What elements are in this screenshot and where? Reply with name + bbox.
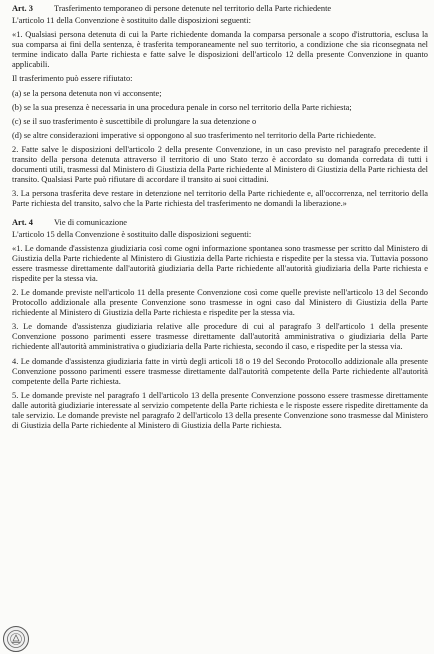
article-4-intro: L'articolo 15 della Convenzione è sostituito dalle disposizioni seguenti: bbox=[12, 229, 252, 239]
article-3-title: Trasferimento temporaneo di persone detenute nel territorio della Parte richiedente bbox=[54, 4, 332, 13]
article-4-paragraph-2: 2. Le domande previste nell'articolo 11 della presente Convenzione così come quelle previste nell'articolo 13 del Secondo Protocollo addizionale alla presente Convenzione sono trasmesse in ogni caso dal Ministero di Giustizia della Parte richiedente al Ministero di Giustizia della Parte richiesta e rispedite per la stessa via. bbox=[12, 287, 428, 318]
article-4-title: Vie di comunicazione bbox=[54, 217, 127, 227]
document-page bbox=[12, 4, 428, 435]
official-seal-icon bbox=[3, 626, 29, 652]
article-3-refusal-b: (b) se la sua presenza è necessaria in una procedura penale in corso nel territorio della Parte richiesta; bbox=[12, 102, 352, 112]
article-3-paragraph-1: «1. Qualsiasi persona detenuta di cui la Parte richiedente domanda la comparsa personale a scopo d'istruttoria, esclusa la sua comparsa ai fini della sentenza, è trasferita temporaneamente nel suo territorio, a condizione che sia riconsegnata nel termine indicato dalla Parte richiesta e fatte salve le disposizioni dell'articolo 12 della presente Convenzione in quanto applicabili. bbox=[12, 30, 428, 70]
article-3-paragraph-2: 2. Fatte salve le disposizioni dell'articolo 2 della presente Convenzione, in un caso previsto nel paragrafo precedente il transito della persona detenuta attraverso il territorio di uno Stato terzo è accordato su domanda corredata di tutti i documenti utili, trasmessi dal Ministero di Giustizia della Parte richiedente al Ministero di Giustizia della Parte richiesta del transito. Qualsiasi Parte può rifiutare di accordare il transito ai suoi cittadini. bbox=[12, 144, 428, 185]
article-3-refusal-c: (c) se il suo trasferimento è suscettibile di prolungare la sua detenzione o bbox=[12, 116, 257, 126]
article-4-paragraph-1: «1. Le domande d'assistenza giudiziaria così come ogni informazione spontanea sono trasmesse per scritto dal Ministero di Giustizia della Parte richiedente al Ministero di Giustizia della Parte richiesta e rispedite per la stessa via. Tuttavia possono essere trasmesse direttamente dall'autorità giudiziaria della Parte richiedente all'autorità giudiziaria della Parte richiesta e rispedite per la stessa via. bbox=[12, 243, 428, 283]
article-3-intro: L'articolo 11 della Convenzione è sostituito dalle disposizioni seguenti: bbox=[12, 16, 251, 25]
article-3-heading bbox=[12, 4, 428, 14]
article-4-heading bbox=[12, 218, 428, 228]
article-4-number: Art. 4 bbox=[12, 217, 33, 227]
article-3-refusal-a: (a) se la persona detenuta non vi acconsente; bbox=[12, 88, 162, 98]
article-3-refusal-d: (d) se altre considerazioni imperative si oppongono al suo trasferimento nel territorio della Parte richiedente. bbox=[12, 130, 376, 140]
article-4-paragraph-4: 4. Le domande d'assistenza giudiziaria fatte in virtù degli articoli 18 o 19 del Secondo Protocollo addizionale alla presente Convenzione possono parimenti essere trasmesse direttamente dall'autorità competente della Parte richiedente all'autorità competente della Parte richiesta. bbox=[12, 356, 428, 386]
article-4-paragraph-3: 3. Le domande d'assistenza giudiziaria relative alle procedure di cui al paragrafo 3 dell'articolo 1 della presente Convenzione possono parimenti essere trasmesse direttamente dall'autorità amministrativa o giudiziaria della Parte richiedente all'autorità amministrativa o giudiziaria della Parte richiesta, secondo il caso, e rispedite per la stessa via. bbox=[12, 322, 428, 352]
article-3-number: Art. 3 bbox=[12, 4, 33, 13]
article-4-paragraph-5: 5. Le domande previste nel paragrafo 1 dell'articolo 13 della presente Convenzione possono essere trasmesse direttamente dalle autorità giudiziarie interessate al servizio competente della Parte richiesta e le risposte essere rispedite direttamente da tale servizio. Le domande previste nel paragrafo 2 dell'articolo 13 della presente Convenzione sono trasmesse dal Ministero di Giustizia della Parte richiedente al Ministero di Giustizia della Parte richiesta. bbox=[12, 390, 428, 431]
article-3-refusal-intro: Il trasferimento può essere rifiutato: bbox=[12, 74, 133, 84]
article-3-paragraph-3: 3. La persona trasferita deve restare in detenzione nel territorio della Parte richiedente e, all'occorrenza, nel territorio della Parte richiesta del transito, salvo che la Parte richiesta del trasferimento ne domandi la liberazione.» bbox=[12, 189, 428, 209]
